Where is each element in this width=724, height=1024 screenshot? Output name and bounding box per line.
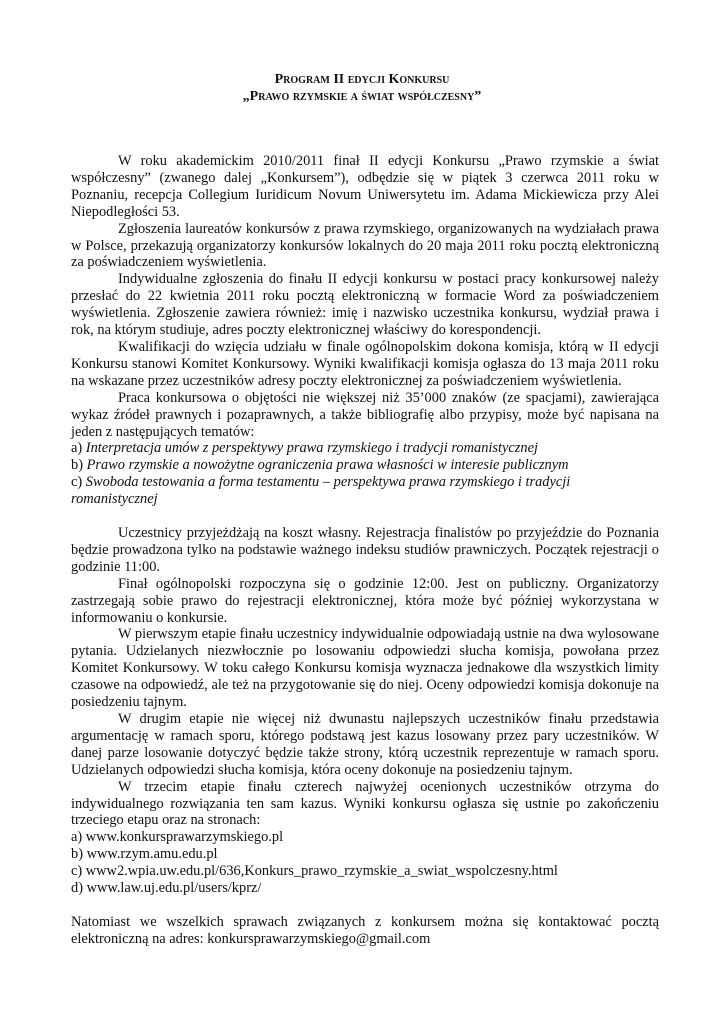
paragraph-laureates: Zgłoszenia laureatów konkursów z prawa rzymskiego, organizowanych na wydziałach prawa w Polsce, przekazują organizatorzy konkursów lokalnych do 20 maja 2011 roku pocztą elektroniczną za poświadczeniem wyświetlenia. (71, 220, 659, 271)
website-link[interactable]: b) www.rzym.amu.edu.pl (71, 846, 218, 863)
topic-item (71, 440, 659, 457)
spacer (71, 897, 659, 914)
page-title-line2: „Prawo rzymskie a świat współczesny” (242, 89, 482, 104)
paragraph-contact: Natomiast we wszelkich sprawach związanych z konkursem można się kontaktować pocztą elektroniczną na adres: konkursprawarzymskiego@gmail.com (71, 913, 659, 947)
paragraph-qualification: Kwalifikacji do wzięcia udziału w finale ogólnopolskim dokona komisja, którą w II edycji Konkursu stanowi Komitet Konkursowy. Wyniki kwalifikacji komisja ogłasza do 13 maja 2011 roku na wskazane przez uczestników adresy poczty elektronicznej za poświadczeniem wyświetlenia. (71, 338, 659, 389)
document-body (71, 153, 659, 948)
website-link[interactable]: a) www.konkursprawarzymskiego.pl (71, 829, 284, 846)
topic-marker: a) (71, 440, 83, 457)
website-link[interactable]: c) www2.wpia.uw.edu.pl/636,Konkurs_prawo_rzymskie_a_swiat_wspolczesny.html (71, 863, 558, 880)
paragraph-stage-three: W trzecim etapie finału czterech najwyżej ocenionych uczestników otrzyma do indywidualnego rozwiązania ten sam kazus. Wyniki konkursu ogłasza się ustnie po zakończeniu trzeciego etapu oraz na stronach: (71, 778, 659, 829)
topic-marker: c) (71, 474, 83, 491)
paragraph-competition-paper: Praca konkursowa o objętości nie większej niż 35’000 znaków (ze spacjami), zawierająca wykaz źródeł prawnych i pozaprawnych, a także bibliografię albo przypisy, może być napisana na jeden z następujących tematów: (71, 389, 659, 440)
topic-text: Swoboda testowania a forma testamentu – perspektywa prawa rzymskiego i tradycji romanistycznej (71, 474, 571, 508)
paragraph-registration: Uczestnicy przyjeżdżają na koszt własny. Rejestracja finalistów po przyjeździe do Poznania będzie prowadzona tylko na podstawie ważnego indeksu studiów prawniczych. Początek rejestracji o godzinie 11:00. (71, 525, 659, 575)
spacer (71, 508, 659, 525)
paragraph-final-start: Finał ogólnopolski rozpoczyna się o godzinie 12:00. Jest on publiczny. Organizatorzy zastrzegają sobie prawo do rejestracji elektronicznej, która może być później wykorzystana w informowaniu o konkursie. (71, 575, 659, 626)
topic-item (71, 474, 659, 508)
topic-text: Prawo rzymskie a nowożytne ograniczenia prawa własności w interesie publicznym (86, 457, 569, 474)
website-link[interactable]: d) www.law.uj.edu.pl/users/kprz/ (71, 880, 262, 897)
websites-list (71, 829, 659, 897)
topic-marker: b) (71, 457, 83, 474)
page-title-line1: Program II edycji Konkursu (274, 72, 450, 87)
paragraph-date-location: W roku akademickim 2010/2011 finał II edycji Konkursu „Prawo rzymskie a świat współczesny” (zwanego dalej „Konkursem”), odbędzie się w piątek 3 czerwca 2011 roku w Poznaniu, recepcja Collegium Iuridicum Novum Uniwersytetu im. Adama Mickiewicza przy Alei Niepodległości 53. (71, 153, 659, 220)
paragraph-individual-entries: Indywidualne zgłoszenia do finału II edycji konkursu w postaci pracy konkursowej należy przesłać do 22 kwietnia 2011 roku pocztą elektroniczną w formacie Word za poświadczeniem wyświetlenia. Zgłoszenie zawiera również: imię i nazwisko uczestnika konkursu, wydział prawa i rok, na którym studiuje, adres poczty elektronicznej właściwy do korespondencji. (71, 271, 659, 339)
topics-list (71, 440, 659, 508)
paragraph-stage-one: W pierwszym etapie finału uczestnicy indywidualnie odpowiadają ustnie na dwa wylosowane pytania. Udzielanych niezwłocznie po losowaniu odpowiedzi słucha komisja, powołana przez Komitet Konkursowy. W toku całego Konkursu komisja wyznacza jednakowe dla wszystkich limity czasowe na odpowiedź, ale też na przygotowanie się do niej. Oceny odpowiedzi komisja dokonuje na posiedzeniu tajnym. (71, 626, 659, 711)
topic-item (71, 457, 659, 474)
paragraph-stage-two: W drugim etapie nie więcej niż dwunastu najlepszych uczestników finału przedstawia argumentację w ramach sporu, którego podstawą jest kazus losowany przez pary uczestników. W danej parze losowanie dotyczyć będzie także strony, którą uczestnik reprezentuje w ramach sporu. Udzielanych odpowiedzi słucha komisja, która oceny dokonuje na posiedzeniu tajnym. (71, 711, 659, 778)
topic-text: Interpretacja umów z perspektywy prawa rzymskiego i tradycji romanistycznej (85, 440, 538, 457)
